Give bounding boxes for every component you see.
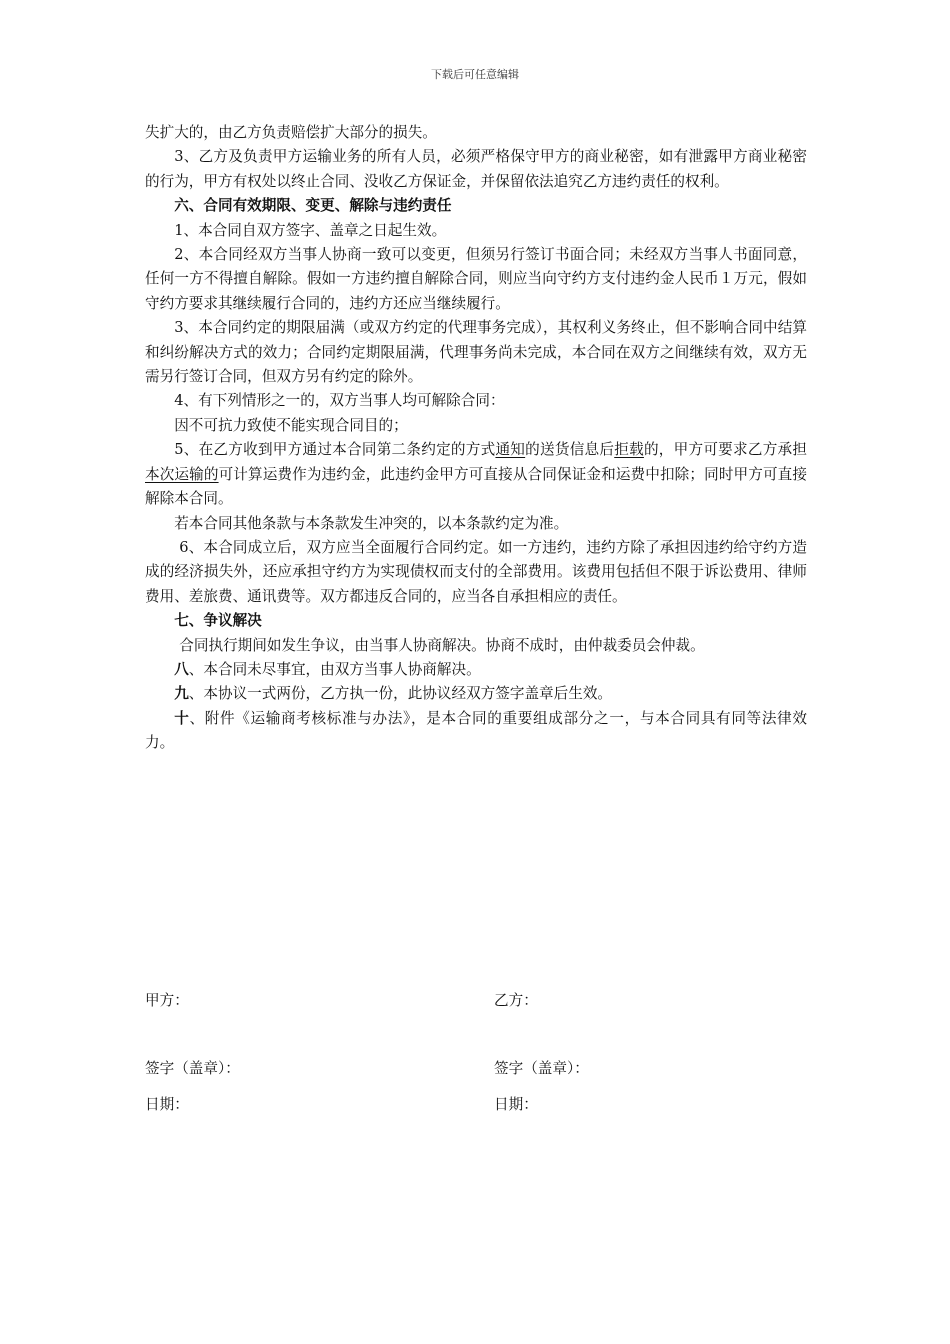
party-a-date-label: 日期： — [145, 1096, 189, 1113]
party-b-label: 乙方： — [494, 992, 538, 1009]
section-6-heading: 六、合同有效期限、变更、解除与违约责任 — [174, 197, 452, 215]
clause-8-label: 八 — [174, 660, 189, 678]
clause-8 — [145, 658, 807, 682]
clause-6-4-item: 因不可抗力致使不能实现合同目的； — [174, 416, 408, 434]
clause-6-6: 6、本合同成立后，双方应当全面履行合同约定。如一方违约，违约方除了承担因违约给守约方造成的经济损失外，还应承担守约方为实现债权而支付的全部费用。该费用包括但不限于诉讼费用、律师费用、差旅费、通讯费等。双方都违反合同的，应当各自承担相应的责任。 — [145, 538, 807, 605]
clause-9 — [145, 682, 807, 706]
clause-6-5-priority: 若本合同其他条款与本条款发生冲突的，以本条款约定为准。 — [174, 514, 569, 532]
clause-6-5-text-b: 的送货信息后 — [525, 441, 615, 459]
contract-body — [145, 121, 807, 756]
clause-6-1: 1、本合同自双方签字、盖章之日起生效。 — [174, 221, 447, 239]
underlined-notify: 通知 — [495, 441, 526, 459]
signature-date-row — [145, 1094, 807, 1116]
signature-party-row — [145, 990, 807, 1012]
section-7-heading: 七、争议解决 — [174, 612, 262, 630]
underlined-refuse: 拒载 — [614, 441, 644, 459]
clause-6-3: 3、本合同约定的期限届满（或双方约定的代理事务完成），其权利义务终止，但不影响合同中结算和纠纷解决方式的效力；合同约定期限届满，代理事务尚未完成，本合同在双方之间继续有效，双方无需另行签订合同，但双方另有约定的除外。 — [145, 319, 807, 386]
clause-9-label: 九 — [174, 685, 189, 703]
party-a-label: 甲方： — [145, 992, 189, 1009]
clause-8-text: 、本合同未尽事宜，由双方当事人协商解决。 — [188, 660, 481, 678]
clause-10 — [145, 707, 807, 756]
clause-6-5-text-c: 的，甲方可要求乙方承担 — [643, 441, 807, 459]
party-b-sign-label: 签字（盖章）： — [494, 1060, 589, 1077]
clause-10-label: 十 — [174, 709, 190, 727]
clause-9-text: 、本协议一式两份，乙方执一份，此协议经双方签字盖章后生效。 — [188, 685, 613, 703]
party-b-date-label: 日期： — [494, 1096, 538, 1113]
clause-6-5-text-a: 5、在乙方收到甲方通过本合同第二条约定的方式 — [174, 441, 496, 459]
party-a-sign-label: 签字（盖章）： — [145, 1060, 240, 1077]
page-header-note: 下载后可任意编辑 — [431, 68, 519, 81]
clause-7: 合同执行期间如发生争议，由当事人协商解决。协商不成时，由仲裁委员会仲裁。 — [179, 636, 705, 654]
paragraph-confidentiality: 3、乙方及负责甲方运输业务的所有人员，必须严格保守甲方的商业秘密，如有泄露甲方商业秘密的行为，甲方有权处以终止合同、没收乙方保证金，并保留依法追究乙方违约责任的权利。 — [145, 148, 807, 190]
underlined-this-shipment: 本次运输的 — [145, 465, 219, 483]
clause-6-5-text-d: 可计算运费作为违约金，此违约金甲方可直接从合同保证金和运费中扣除；同时甲方可直接解除本合同。 — [145, 465, 807, 508]
clause-6-5 — [145, 438, 807, 511]
signature-seal-row — [145, 1058, 807, 1080]
clause-10-text: 、附件《运输商考核标准与办法》，是本合同的重要组成部分之一，与本合同具有同等法律效力。 — [145, 709, 807, 752]
paragraph-continuation: 失扩大的，由乙方负责赔偿扩大部分的损失。 — [145, 124, 437, 141]
clause-6-4: 4、有下列情形之一的，双方当事人均可解除合同： — [174, 392, 505, 410]
clause-6-2: 2、本合同经双方当事人协商一致可以变更，但须另行签订书面合同；未经双方当事人书面同意，任何一方不得擅自解除。假如一方违约擅自解除合同，则应当向守约方支付违约金人民币１万元，假如守约方要求其继续履行合同的，违约方还应当继续履行。 — [145, 246, 807, 312]
